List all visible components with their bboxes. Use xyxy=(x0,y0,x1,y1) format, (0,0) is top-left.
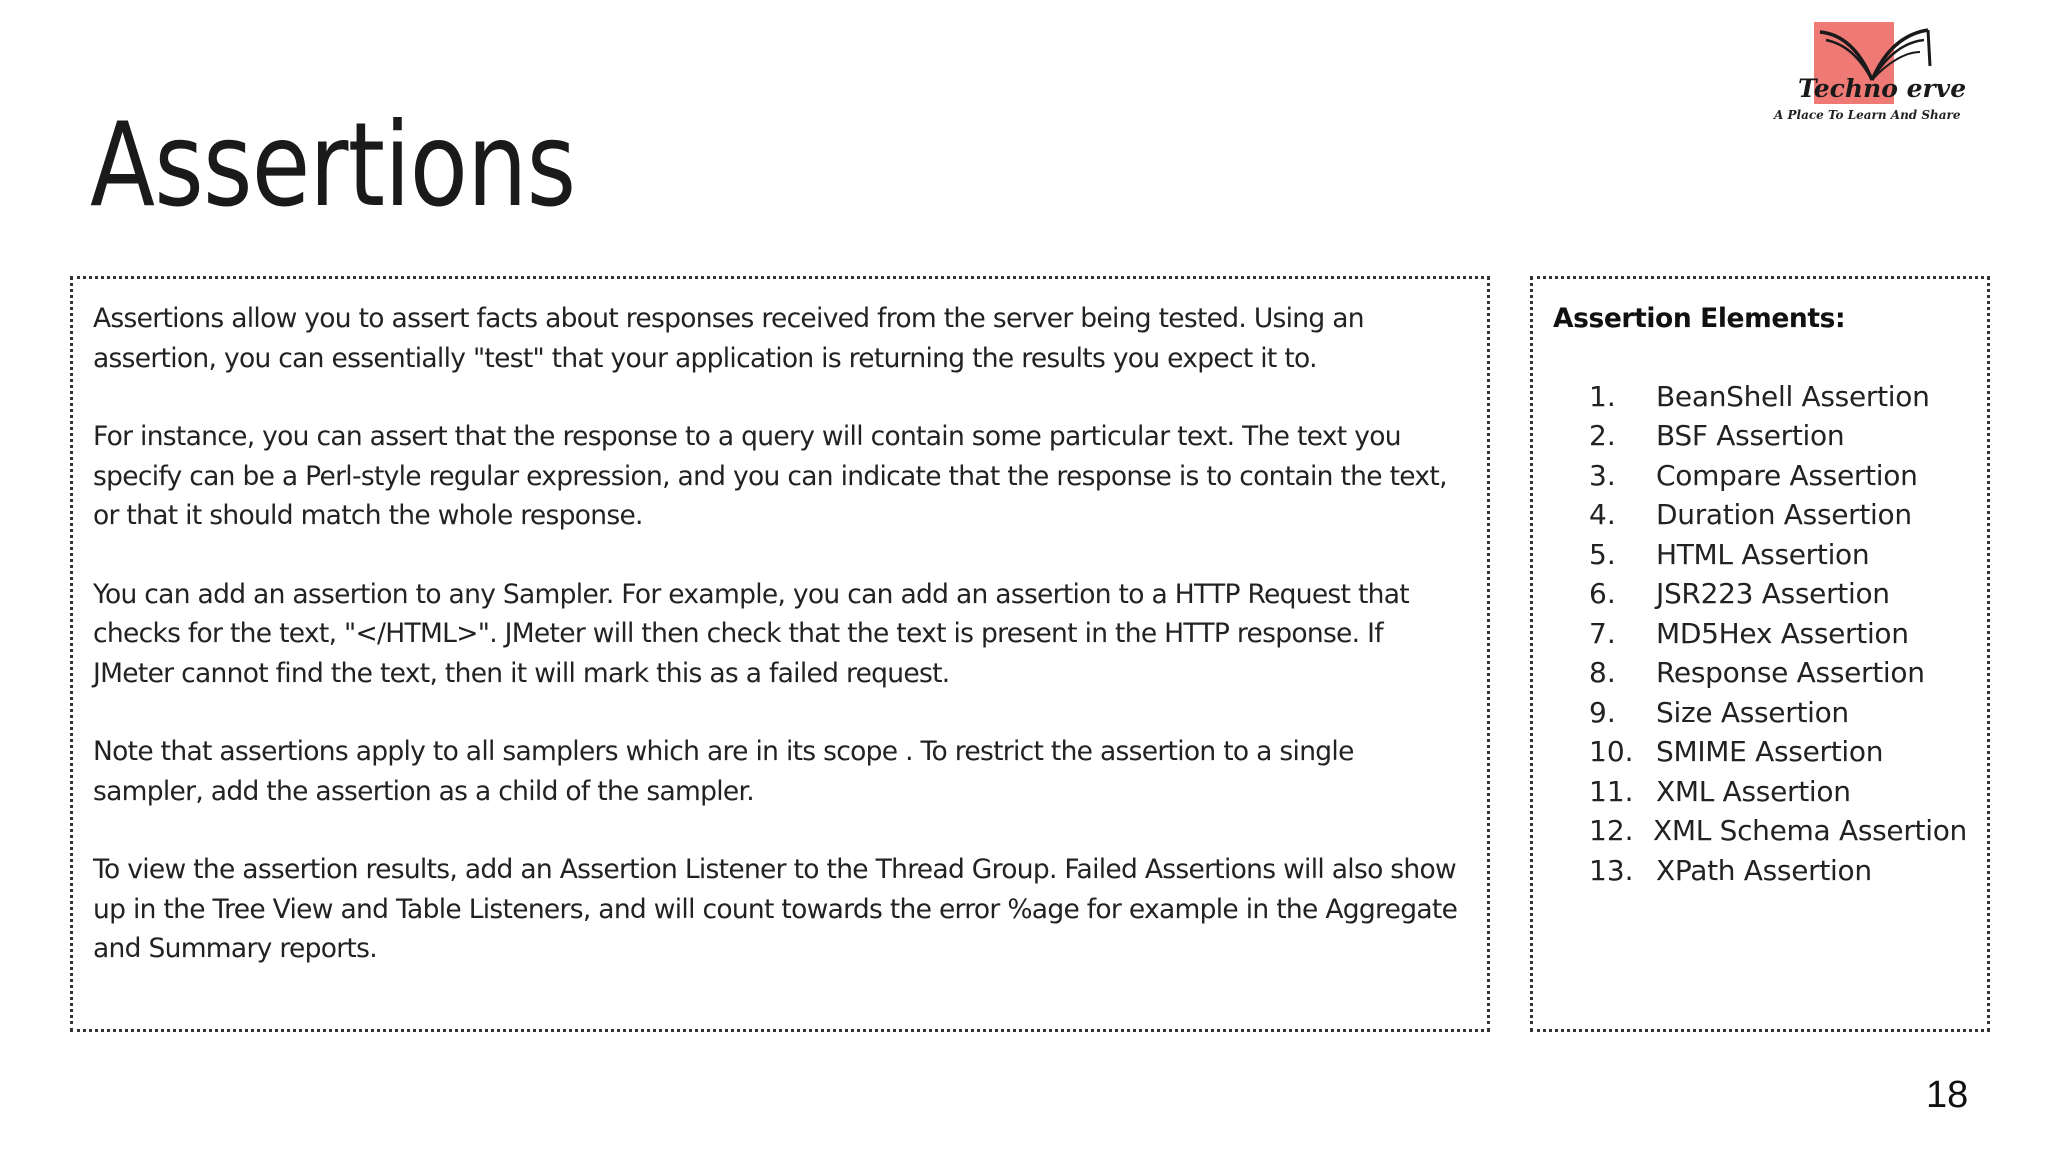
list-item-number: 11. xyxy=(1589,774,1634,808)
paragraph-scope: Note that assertions apply to all samplers which are in its scope . To restrict the assertion to a single sampler, add the assertion as a child of the sampler. xyxy=(93,736,1354,807)
list-item-number: 4. xyxy=(1589,498,1616,531)
paragraph-instance: For instance, you can assert that the response to a query will contain some particular text. The text you specify can be a Perl-style regular expression, and you can indicate that the response is to contain the text, or that it should match the whole response. xyxy=(93,421,1447,531)
list-item xyxy=(1553,614,1967,654)
assertions-description-panel xyxy=(70,276,1490,1032)
list-item-number: 10. xyxy=(1589,735,1634,768)
paragraph-intro: Assertions allow you to assert facts about responses received from the server being tested. Using an assertion, you can essentially "test" that your application is returning the results you expect it to. xyxy=(93,303,1364,374)
list-item-number: 1. xyxy=(1589,379,1616,413)
list-item xyxy=(1553,535,1967,575)
list-item-label: Size Assertion xyxy=(1656,695,1849,729)
list-item-label: XPath Assertion xyxy=(1656,853,1872,887)
assertion-elements-panel xyxy=(1530,276,1990,1032)
slide-title: Assertions xyxy=(90,98,576,233)
list-item xyxy=(1553,574,1967,614)
list-item xyxy=(1553,732,1967,772)
paragraph-results: To view the assertion results, add an Assertion Listener to the Thread Group. Failed Assertions will also show up in the Tree View and Table Listeners, and will count towards the error %age for example in the Aggregate and Summary reports. xyxy=(93,854,1458,964)
list-item-number: 5. xyxy=(1589,537,1616,571)
page-number: 18 xyxy=(1926,1074,1969,1116)
list-item-label: BeanShell Assertion xyxy=(1656,379,1930,413)
list-item-number: 12. xyxy=(1589,814,1634,847)
list-item xyxy=(1553,653,1967,693)
list-item xyxy=(1553,772,1967,812)
list-item xyxy=(1553,693,1967,733)
list-item-label: XML Schema Assertion xyxy=(1652,814,1967,847)
list-item xyxy=(1553,377,1967,417)
list-item-label: Compare Assertion xyxy=(1656,458,1918,492)
list-item-label: XML Assertion xyxy=(1656,774,1851,808)
list-item-label: HTML Assertion xyxy=(1656,537,1870,571)
list-item xyxy=(1553,456,1967,496)
list-item xyxy=(1553,495,1967,535)
technoverve-logo xyxy=(1762,20,1967,130)
list-item-number: 9. xyxy=(1589,695,1616,729)
list-item-number: 8. xyxy=(1589,656,1616,689)
list-item-number: 13. xyxy=(1589,853,1634,887)
list-item-label: Response Assertion xyxy=(1656,656,1925,689)
paragraph-sampler: You can add an assertion to any Sampler. For example, you can add an assertion to a HTTP Request that checks for the text, "</HTML>". JMeter will then check that the text is present in the HTTP response. If JMeter cannot find the text, then it will mark this as a failed request. xyxy=(93,578,1409,689)
list-item-label: JSR223 Assertion xyxy=(1656,577,1890,610)
list-item xyxy=(1553,851,1967,891)
list-item-number: 6. xyxy=(1589,577,1616,610)
list-item-label: SMIME Assertion xyxy=(1656,735,1884,768)
logo-tagline: A Place To Learn And Share xyxy=(1774,108,1961,122)
list-item xyxy=(1553,811,1967,851)
list-item-number: 7. xyxy=(1589,616,1616,650)
list-item-number: 3. xyxy=(1589,458,1616,492)
list-item-number: 2. xyxy=(1589,419,1616,452)
list-item-label: Duration Assertion xyxy=(1656,498,1912,531)
list-item-label: BSF Assertion xyxy=(1656,419,1845,452)
assertion-elements-heading: Assertion Elements: xyxy=(1553,303,1846,334)
list-item-label: MD5Hex Assertion xyxy=(1656,616,1909,650)
list-item xyxy=(1553,416,1967,456)
assertion-elements-list xyxy=(1553,377,1967,891)
logo-wordmark: Techno erve xyxy=(1798,74,1967,103)
